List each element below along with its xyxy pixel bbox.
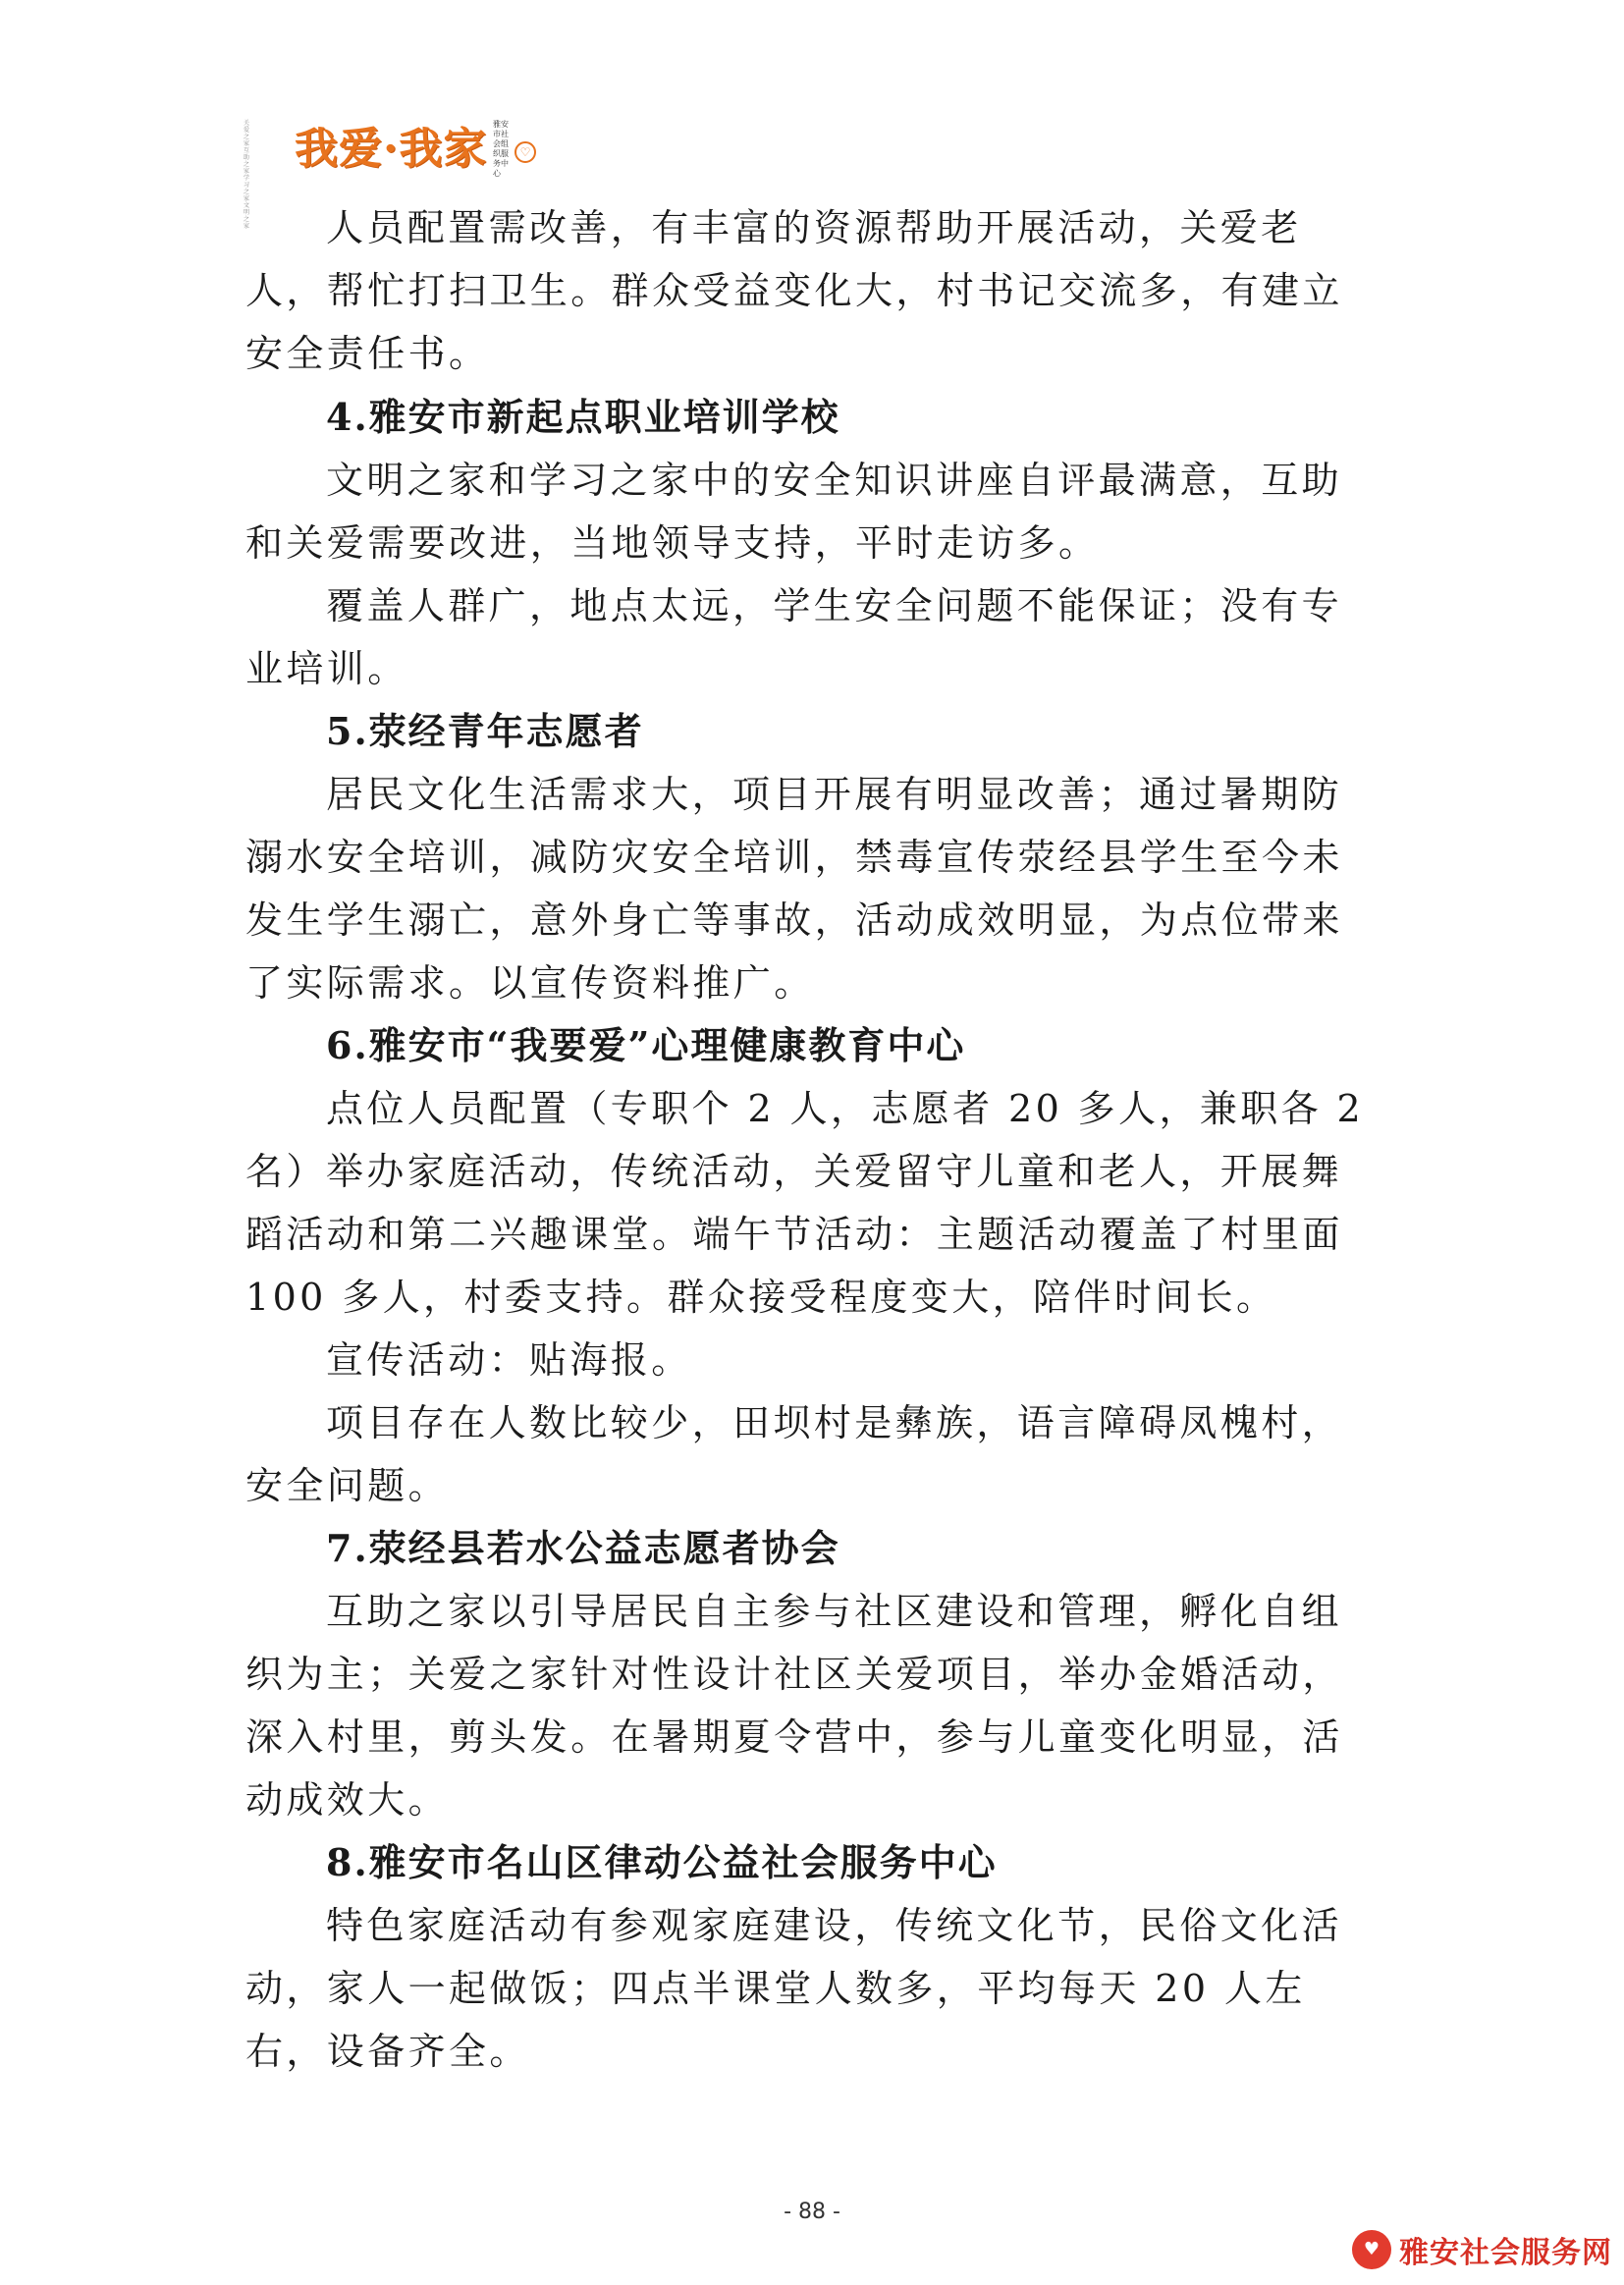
logo-side-text: 关爱之家 互助之家 学习之家 文明之家 bbox=[244, 120, 250, 230]
paragraph-4b: 覆盖人群广，地点太远，学生安全问题不能保证；没有专业培训。 bbox=[245, 584, 1343, 690]
paragraph-7a: 互助之家以引导居民自主参与社区建设和管理，孵化自组织为主；关爱之家针对性设计社区关爱项目，举办金婚活动，深入村里，剪头发。在暑期夏令营中，参与儿童变化明显，活动成效大。 bbox=[245, 1590, 1343, 1822]
paragraph-6b: 举办家庭活动，传统活动，关爱留守儿童和老人，开展舞蹈活动和第二兴趣课堂。端午节活动：主题活动覆盖了村里面 100 多人，村委支持。群众接受程度变大，陪伴时间长。 bbox=[245, 1150, 1343, 1319]
section-heading-4: 4.雅安市新起点职业培训学校 bbox=[326, 395, 840, 439]
section-heading-6: 6.雅安市“我要爱”心理健康教育中心 bbox=[326, 1023, 966, 1067]
paragraph-intro: 人员配置需改善，有丰富的资源帮助开展活动，关爱老人，帮忙打扫卫生。群众受益变化大，村书记交流多，有建立安全责任书。 bbox=[245, 206, 1343, 375]
logo-title: 我爱·我家 bbox=[295, 124, 488, 174]
paragraph-6c: 宣传活动：贴海报。 bbox=[326, 1338, 692, 1382]
paragraph-8a: 特色家庭活动有参观家庭建设，传统文化节，民俗文化活动，家人一起做饭；四点半课堂人数多，平均每天 20 人左右，设备齐全。 bbox=[245, 1904, 1343, 2073]
paragraph-5a: 居民文化生活需求大，项目开展有明显改善；通过暑期防溺水安全培训，减防灾安全培训，禁毒宣传荥经县学生至今未发生学生溺亡，意外身亡等事故，活动成效明显，为点位带来了实际需求。以宣传资料推广。 bbox=[245, 773, 1343, 1005]
site-watermark bbox=[1352, 2226, 1612, 2273]
section-heading-5: 5.荥经青年志愿者 bbox=[326, 709, 644, 753]
section-heading-7: 7.荥经县若水公益志愿者协会 bbox=[326, 1526, 840, 1570]
watermark-text: 雅安社会服务网 bbox=[1399, 2236, 1612, 2270]
page-number: - 88 - bbox=[784, 2200, 840, 2224]
heart-logo-icon: ♥ bbox=[1352, 2230, 1391, 2269]
paragraph-6d: 项目存在人数比较少，田坝村是彝族，语言障碍凤槐村，安全问题。 bbox=[245, 1401, 1343, 1507]
paragraph-6a: 点位人员配置（专职个 2 人，志愿者 20 多人，兼职各 2 名） bbox=[245, 1087, 1365, 1193]
paragraph-4a: 文明之家和学习之家中的安全知识讲座自评最满意，互助和关爱需要改进，当地领导支持，平时走访多。 bbox=[245, 459, 1343, 565]
document-header-logo bbox=[244, 116, 538, 230]
section-heading-8: 8.雅安市名山区律动公益社会服务中心 bbox=[326, 1840, 998, 1884]
heart-badge-icon: ♡ bbox=[514, 141, 536, 163]
logo-subtitle: 雅安市社会组织服务中心 bbox=[493, 120, 509, 178]
